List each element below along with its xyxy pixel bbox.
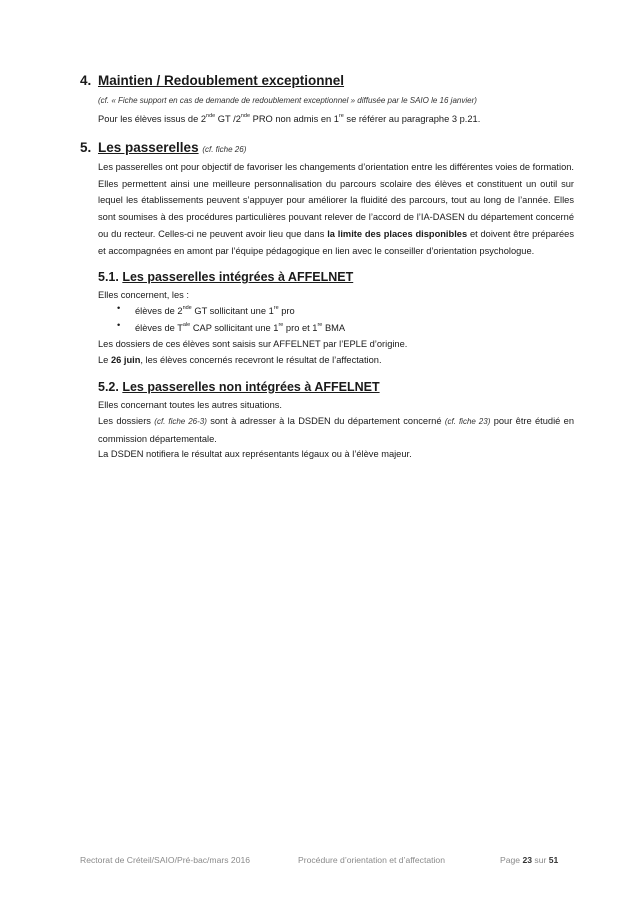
section-5-2-heading	[98, 380, 380, 394]
section-5-1-line-1: Les dossiers de ces élèves sont saisis sur AFFELNET par l’EPLE d’origine.	[98, 339, 408, 349]
bullet-icon: •	[117, 320, 121, 330]
superscript: nde	[206, 113, 216, 119]
section-4-text	[98, 111, 480, 128]
section-5-heading	[80, 140, 246, 155]
bold-text: 26 juin	[110, 355, 141, 365]
section-5-1-heading	[98, 270, 353, 284]
superscript: re	[278, 322, 284, 328]
text-run: sur	[532, 855, 549, 865]
section-5-2-paragraph	[98, 413, 574, 447]
total-pages: 51	[548, 855, 559, 865]
reference-note: (cf. fiche 26-3)	[154, 417, 207, 426]
section-5-1-intro: Elles concernent, les :	[98, 290, 189, 300]
text-run: CAP sollicitant une 1	[190, 323, 279, 333]
section-5-1-title: Les passerelles intégrées à AFFELNET	[122, 270, 354, 284]
section-4-number: 4.	[80, 73, 92, 88]
section-5-2-line-1: Elles concernant toutes les autres situations.	[98, 400, 282, 410]
footer-page-number	[500, 855, 558, 865]
text-run: et doivent être préparées et accompagnées en amont par l’équipe pédagogique en lien avec le conseiller d’orientation psychologue.	[98, 228, 574, 256]
text-run: se référer au paragraphe 3 p.21.	[343, 114, 481, 124]
section-5-title: Les passerelles	[98, 140, 199, 155]
section-5-2-line-3: La DSDEN notifiera le résultat aux représentants légaux ou à l’élève majeur.	[98, 449, 412, 459]
section-4-heading	[80, 73, 344, 88]
footer-left: Rectorat de Créteil/SAIO/Pré-bac/mars 2016	[80, 855, 251, 865]
superscript: nde	[182, 305, 192, 311]
superscript: re	[317, 322, 323, 328]
text-run: élèves de T	[135, 323, 183, 333]
superscript: nde	[240, 113, 251, 119]
section-5-reference-note: (cf. fiche 26)	[202, 145, 247, 154]
footer-center: Procédure d’orientation et d’affectation	[298, 855, 445, 865]
section-5-1-bullet-2	[135, 320, 345, 337]
current-page: 23	[522, 855, 533, 865]
text-run: élèves de 2	[135, 306, 183, 316]
section-5-number: 5.	[80, 140, 92, 155]
text-run: BMA	[322, 323, 346, 333]
section-5-paragraph	[98, 159, 574, 259]
text-run: GT sollicitant une 1	[191, 306, 274, 316]
text-run: PRO non admis en 1	[250, 114, 339, 124]
section-5-1-number: 5.1.	[98, 270, 123, 284]
superscript: re	[338, 113, 344, 119]
text-run: Page	[500, 855, 523, 865]
text-run: pro et 1	[283, 323, 318, 333]
text-run: Le	[98, 355, 111, 365]
superscript: ale	[182, 322, 191, 328]
text-run: GT /2	[215, 114, 241, 124]
section-5-2-title: Les passerelles non intégrées à AFFELNET	[122, 380, 380, 394]
text-run: pro	[278, 306, 295, 316]
text-run: sont à adresser à la DSDEN du département concerné	[206, 416, 445, 426]
section-4-reference-note: (cf. « Fiche support en cas de demande de redoublement exceptionnel » diffusée par le SAIO le 16 janvier)	[98, 96, 477, 105]
bold-text: la limite des places disponibles	[327, 228, 468, 239]
text-run: Les passerelles ont pour objectif de favoriser les changements d’orientation entre les différentes voies de formation. Elles permettent ainsi une meilleure personnalisation du parcours scolaire des élèves et constituent un outil sur lequel les établissements peuvent s’appuyer pour améliorer la fluidité des parcours, tout au long de l’année. Elles sont soumises à des procédures particulières pouvant relever de l’accord de l’IA-DASEN du département concerné ou du recteur. Celles-ci ne peuvent avoir lieu que dans	[98, 162, 574, 239]
section-4-title: Maintien / Redoublement exceptionnel	[98, 73, 345, 88]
section-5-1-line-2	[98, 352, 382, 369]
text-run: pour être étudié en commission départementale.	[98, 416, 574, 444]
text-run: , les élèves concernés recevront le résultat de l’affectation.	[140, 355, 382, 365]
text-run: Pour les élèves issus de 2	[98, 114, 207, 124]
bullet-icon: •	[117, 303, 121, 313]
reference-note: (cf. fiche 23)	[444, 417, 491, 426]
section-5-1-bullet-1	[135, 303, 295, 320]
text-run: Les dossiers	[98, 416, 155, 426]
superscript: re	[273, 305, 279, 311]
section-5-2-number: 5.2.	[98, 380, 123, 394]
